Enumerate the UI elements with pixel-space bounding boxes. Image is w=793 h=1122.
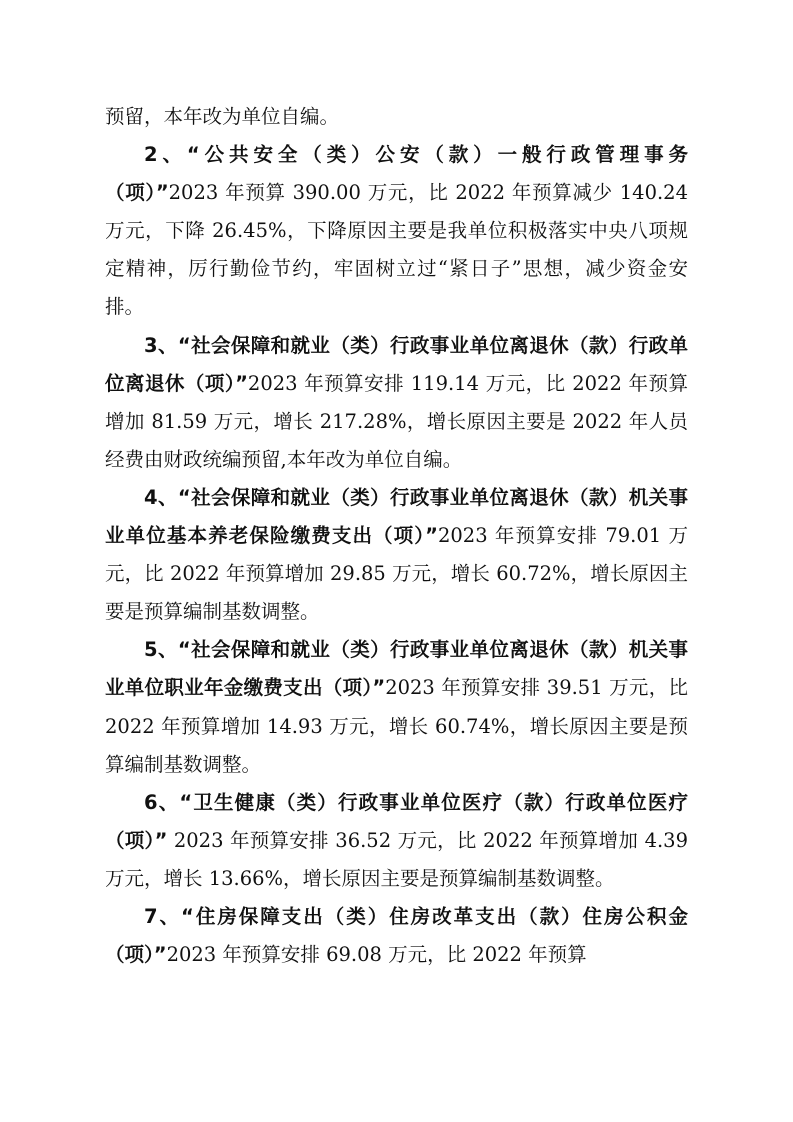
paragraph-4-body: 2023 年预算安排 79.01 万元，比 2022 年预算增加 29.85 万元，增长 60.72%，增长原因主要是预算编制基数调整。 <box>105 524 688 624</box>
paragraph-5-body: 2023 年预算安排 39.51 万元，比 2022 年预算增加 14.93 万元，增长 60.74%，增长原因主要是预算编制基数调整。 <box>105 676 688 776</box>
paragraph-6-body: 2023 年预算安排 36.52 万元，比 2022 年预算增加 4.39 万元，增长 13.66%，增长原因主要是预算编制基数调整。 <box>105 828 688 890</box>
paragraph-3-body: 2023 年预算安排 119.14 万元，比 2022 年预算增加 81.59 万元，增长 217.28%，增长原因主要是 2022 年人员经费由财政统编预留,本年改为单位自编。 <box>105 371 688 471</box>
paragraph-5 <box>105 631 688 783</box>
paragraph-4 <box>105 479 688 631</box>
paragraph-3 <box>105 327 688 479</box>
document-body <box>105 98 688 974</box>
paragraph-5-heading: 5、“社会保障和就业（类）行政事业单位离退休（款）机关事业单位职业年金缴费支出（项）” <box>105 638 688 700</box>
paragraph-4-heading: 4、“社会保障和就业（类）行政事业单位离退休（款）机关事业单位基本养老保险缴费支出（项）” <box>105 485 688 548</box>
paragraph-7-body: 2023 年预算安排 69.08 万元，比 2022 年预算 <box>166 943 587 967</box>
paragraph-6-heading: 6、“卫生健康（类）行政事业单位医疗（款）行政单位医疗（项）” <box>105 790 688 852</box>
paragraph-3-heading: 3、“社会保障和就业（类）行政事业单位离退休（款）行政单位离退休（项）” <box>105 333 688 395</box>
paragraph-7-heading: 7、“住房保障支出（类）住房改革支出（款）住房公积金（项）” <box>105 904 688 967</box>
paragraph-6 <box>105 784 688 898</box>
paragraph-7 <box>105 898 688 974</box>
paragraph-1 <box>105 98 688 136</box>
paragraph-2-heading: 2、“公共安全（类）公安（款）一般行政管理事务（项）” <box>105 143 688 205</box>
paragraph-2-body: 2023 年预算 390.00 万元，比 2022 年预算减少 140.24 万元，下降 26.45%，下降原因主要是我单位积极落实中央八项规定精神，厉行勤俭节约，牢固树立过“紧日子”思想，减少资金安排。 <box>105 181 688 319</box>
paragraph-2 <box>105 136 688 326</box>
paragraph-1-body: 预留，本年改为单位自编。 <box>105 105 340 128</box>
